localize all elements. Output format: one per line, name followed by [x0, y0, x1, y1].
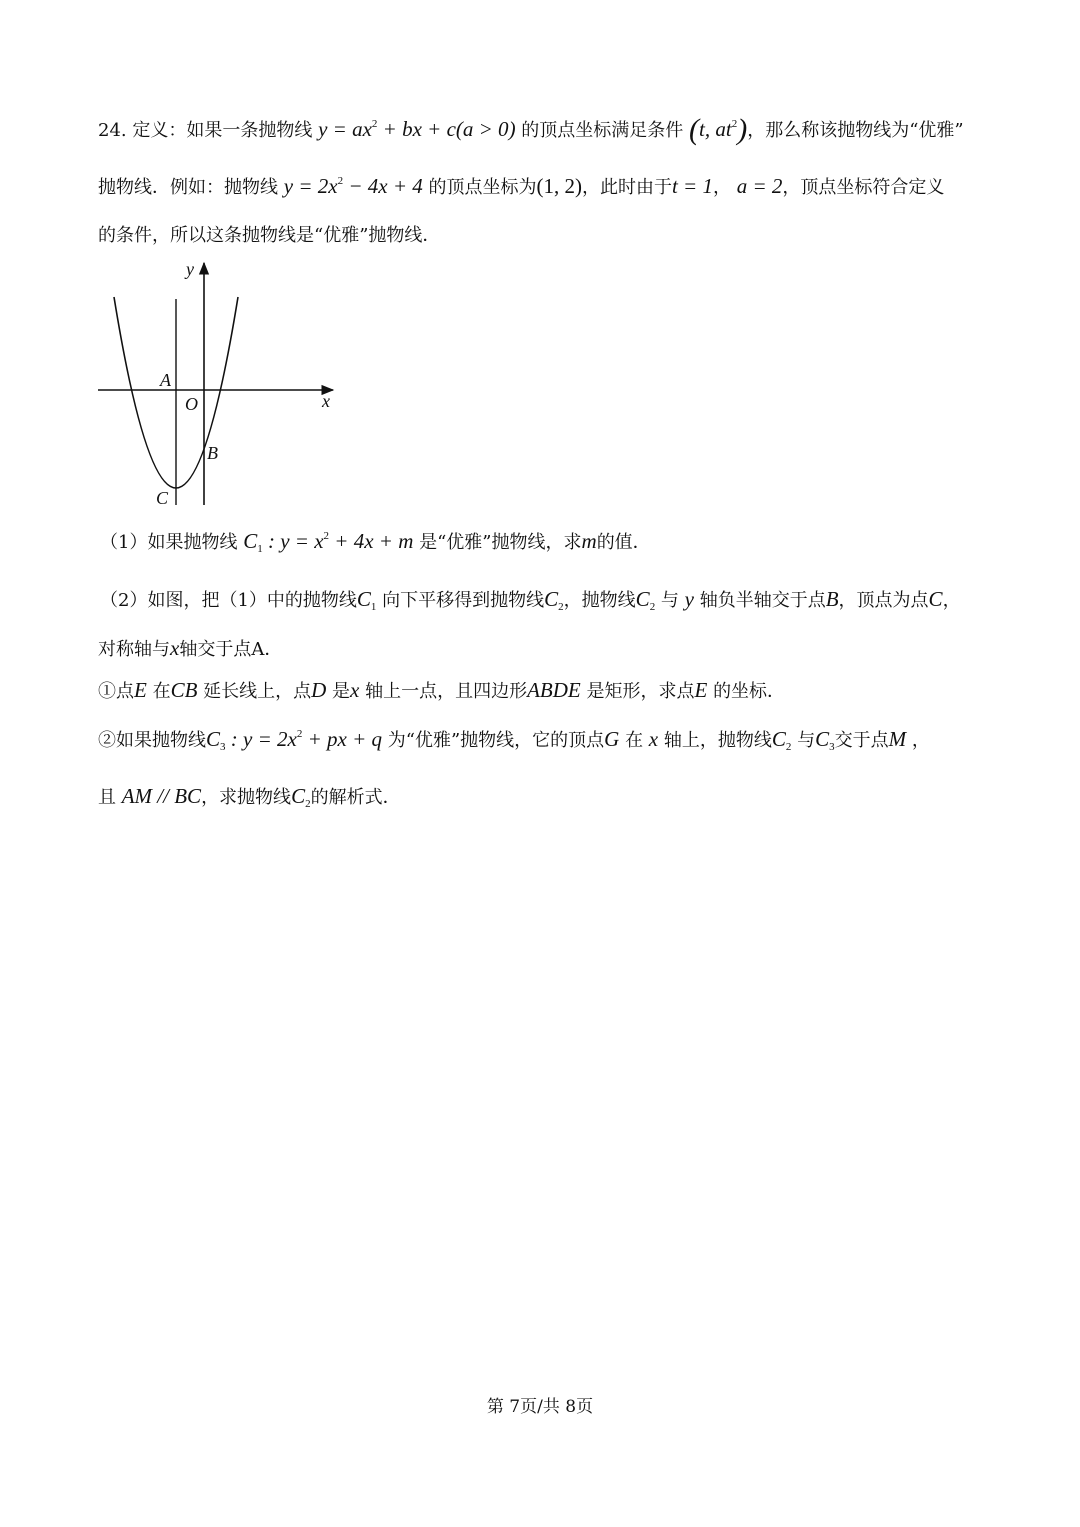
parabola-figure [90, 255, 350, 515]
point-E: E [134, 678, 147, 702]
text: ，顶点为点 [838, 590, 929, 611]
var-y: y [684, 587, 694, 611]
vertex-condition: (t, $at^2$) [689, 113, 748, 146]
problem-24-line-3: 的条件，所以这条抛物线是“优雅”抛物线． [98, 225, 441, 246]
text: 的顶点坐标为 [428, 177, 537, 198]
page-footer: 第 7页/共 8页 [486, 1397, 594, 1417]
text: 向下平移得到抛物线 [382, 590, 545, 611]
problem-24-line-2 [98, 172, 944, 202]
example-formula: $y = 2x^2 - 4x + 4$ [283, 174, 423, 198]
point-B: B [825, 587, 839, 611]
question-2-part-1 [98, 676, 785, 706]
question-1 [100, 527, 651, 557]
question-2-line-2 [98, 634, 282, 664]
parallel-relation: AM // BC [121, 784, 202, 808]
var-x: x [648, 727, 659, 751]
label-O: O [185, 394, 198, 414]
text: 是“优雅”抛物线，求 [419, 532, 582, 553]
c2: $C_2$ [635, 587, 656, 613]
question-2-line-1 [100, 585, 961, 615]
text: ，抛物线 [563, 590, 636, 611]
t-value: t = 1 [671, 174, 713, 198]
example-vertex: (1, 2) [536, 174, 582, 198]
text: 与 [797, 730, 816, 751]
text: 轴上，抛物线 [663, 730, 772, 751]
text: 的顶点坐标满足条件 [521, 120, 684, 141]
question-2-part-3 [98, 782, 401, 812]
text: ，求抛物线 [201, 787, 292, 808]
var-m: m [581, 529, 597, 553]
c2: $C_2$ [291, 784, 311, 810]
text: 的解析式． [310, 787, 401, 808]
text: 对称轴与 [98, 639, 170, 660]
point-C: C [928, 587, 943, 611]
text: 是 [332, 681, 351, 702]
point-E: E [694, 678, 708, 702]
label-y: y [186, 259, 194, 279]
text: ，那么称该抛物线为“优雅” [747, 120, 964, 141]
text: ， [911, 730, 930, 751]
a-value: a = 2 [736, 174, 783, 198]
text: 轴上一点，且四边形 [365, 681, 528, 702]
quad-ABDE: ABDE [527, 678, 581, 702]
var-x: x [170, 636, 180, 660]
text: 轴负半轴交于点 [699, 590, 826, 611]
text: ，顶点坐标符合定义 [782, 177, 945, 198]
text: ②如果抛物线 [98, 730, 206, 751]
text: 交于点 [834, 730, 889, 751]
problem-24-line-1 [98, 115, 964, 145]
question-2-part-2 [98, 725, 930, 755]
text: 的值． [596, 532, 651, 553]
text: 的坐标． [713, 681, 786, 702]
text: 24. 定义：如果一条抛物线 [98, 120, 313, 141]
text: ①点 [98, 681, 134, 702]
label-C: C [156, 488, 169, 508]
var-x: x [350, 678, 360, 702]
label-A: A [160, 370, 171, 390]
definition-formula: $y = ax^2$ + bx + c(a > 0) [318, 117, 516, 141]
text: ， [942, 590, 961, 611]
point-G: G [604, 727, 620, 751]
c3: $C_3$ [815, 727, 835, 753]
text: 为“优雅”抛物线，它的顶点 [387, 730, 605, 751]
c1: $C_1$ [356, 587, 377, 613]
text: ， [712, 177, 731, 198]
text: （1）如果抛物线 [100, 532, 238, 553]
label-B: B [207, 443, 218, 463]
point-D: D [311, 678, 327, 702]
label-x: x [322, 391, 330, 411]
c1-formula: $C_1$ : $y = x^2 + 4x + m$ [243, 529, 414, 555]
point-M: M [888, 727, 907, 751]
c2: $C_2$ [771, 727, 792, 753]
text: （2）如图，把（1）中的抛物线 [100, 590, 357, 611]
text: 延长线上，点 [203, 681, 312, 702]
text: ，此时由于 [581, 177, 672, 198]
text: 抛物线．例如：抛物线 [98, 177, 278, 198]
text: 是矩形，求点 [586, 681, 695, 702]
text: 与 [660, 590, 679, 611]
text: 在 [625, 730, 644, 751]
c2: $C_2$ [544, 587, 564, 613]
segment-CB: CB [170, 678, 198, 702]
text: 在 [152, 681, 171, 702]
c3-formula: $C_3$ : $y = 2x^2$ + px + q [206, 727, 383, 753]
text: 且 [98, 787, 116, 808]
text: 轴交于点A． [179, 639, 283, 660]
